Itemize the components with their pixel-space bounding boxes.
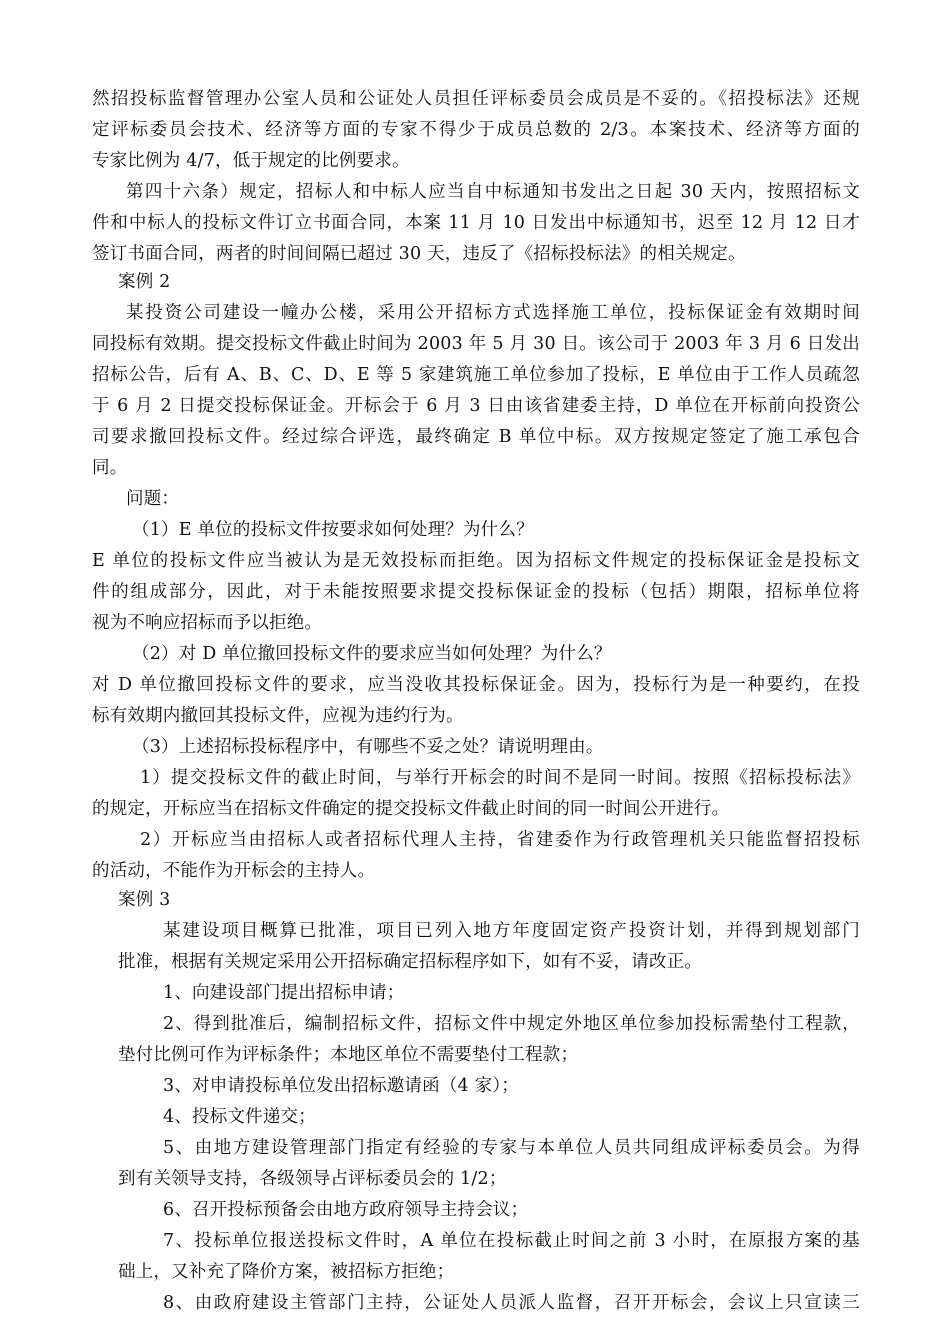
- text-line: 第四十六条）规定，招标人和中标人应当自中标通知书发出之日起 30 天内，按照招标文: [126, 182, 860, 202]
- text-line: 的活动，不能作为开标会的主持人。: [92, 861, 376, 881]
- list-item: 6、召开投标预备会由地方政府领导主持会议；: [163, 1200, 529, 1220]
- text-line: 某投资公司建设一幢办公楼，采用公开招标方式选择施工单位，投标保证金有效期时间: [126, 303, 860, 323]
- text-line: 件和中标人的投标文件订立书面合同，本案 11 月 10 日发出中标通知书，迟至 12 月 12 日才: [92, 213, 860, 233]
- text-line: 定评标委员会技术、经济等方面的专家不得少于成员总数的 2/3。本案技术、经济等方面的: [92, 120, 860, 140]
- list-item: 1、向建设部门提出招标申请；: [163, 983, 405, 1003]
- text-line: 同。: [92, 458, 128, 478]
- text-line: 到有关领导支持，各级领导占评标委员会的 1/2；: [118, 1169, 507, 1189]
- list-item: 5、由地方建设管理部门指定有经验的专家与本单位人员共同组成评标委员会。为得: [163, 1138, 860, 1158]
- list-item: 4、投标文件递交；: [163, 1107, 316, 1127]
- list-item: 7、投标单位报送投标文件时，A 单位在投标截止时间之前 3 小时，在原报方案的基: [163, 1231, 860, 1251]
- text-line: 垫付比例可作为评标条件；本地区单位不需要垫付工程款；: [118, 1045, 579, 1065]
- text-line: 同投标有效期。提交投标文件截止时间为 2003 年 5 月 30 日。该公司于 2003 年 3 月 6 日发出: [92, 334, 860, 354]
- text-line: 标有效期内撤回其投标文件，应视为违约行为。: [92, 706, 464, 726]
- text-line: 件的组成部分，因此，对于未能按照要求提交投标保证金的投标（包括）期限，招标单位将: [92, 582, 860, 602]
- question-item: （1）E 单位的投标文件按要求如何处理？为什么？: [132, 520, 534, 540]
- text-line: 专家比例为 4/7，低于规定的比例要求。: [92, 151, 410, 171]
- text-line: 签订书面合同，两者的时间间隔已超过 30 天，违反了《招标投标法》的相关规定。: [92, 244, 746, 264]
- list-item: 8、由政府建设主管部门主持，公证处人员派人监督，召开开标会，会议上只宣读三: [163, 1293, 860, 1313]
- list-item: 2、得到批准后，编制招标文件，招标文件中规定外地区单位参加投标需垫付工程款，: [163, 1014, 860, 1034]
- text-line: 础上，又补充了降价方案，被招标方拒绝；: [118, 1262, 455, 1282]
- text-line: 2）开标应当由招标人或者招标代理人主持，省建委作为行政管理机关只能监督招投标: [140, 830, 860, 850]
- text-line: 对 D 单位撤回投标文件的要求，应当没收其投标保证金。因为，投标行为是一种要约，在投: [92, 675, 860, 695]
- text-line: 招标公告，后有 A、B、C、D、E 等 5 家建筑施工单位参加了投标，E 单位由于工作人员疏忽: [92, 365, 860, 385]
- section-heading: 案例 2: [118, 272, 171, 292]
- text-line: 的规定，开标应当在招标文件确定的提交投标文件截止时间的同一时间公开进行。: [92, 799, 730, 819]
- list-item: 3、对申请投标单位发出招标邀请函（4 家）；: [163, 1076, 519, 1096]
- text-line: 批准，根据有关规定采用公开招标确定招标程序如下，如有不妥，请改正。: [118, 952, 703, 972]
- question-heading: 问题：: [126, 489, 180, 509]
- question-item: （3）上述招标投标程序中，有哪些不妥之处？请说明理由。: [132, 737, 604, 757]
- section-heading: 案例 3: [118, 890, 171, 910]
- question-item: （2）对 D 单位撤回投标文件的要求应当如何处理？为什么？: [132, 644, 612, 664]
- text-line: 视为不响应招标而予以拒绝。: [92, 613, 323, 633]
- text-line: 于 6 月 2 日提交投标保证金。开标会于 6 月 3 日由该省建委主持，D 单位在开标前向投资公: [92, 396, 860, 416]
- text-line: E 单位的投标文件应当被认为是无效投标而拒绝。因为招标文件规定的投标保证金是投标文: [92, 551, 860, 571]
- text-line: 某建设项目概算已批准，项目已列入地方年度固定资产投资计划，并得到规划部门: [163, 921, 860, 941]
- text-line: 司要求撤回投标文件。经过综合评选，最终确定 B 单位中标。双方按规定签定了施工承包合: [92, 427, 860, 447]
- text-line: 然招投标监督管理办公室人员和公证处人员担任评标委员会成员是不妥的。《招投标法》还规: [92, 89, 860, 109]
- text-line: 1）提交投标文件的截止时间，与举行开标会的时间不是同一时间。按照《招标投标法》: [140, 768, 860, 788]
